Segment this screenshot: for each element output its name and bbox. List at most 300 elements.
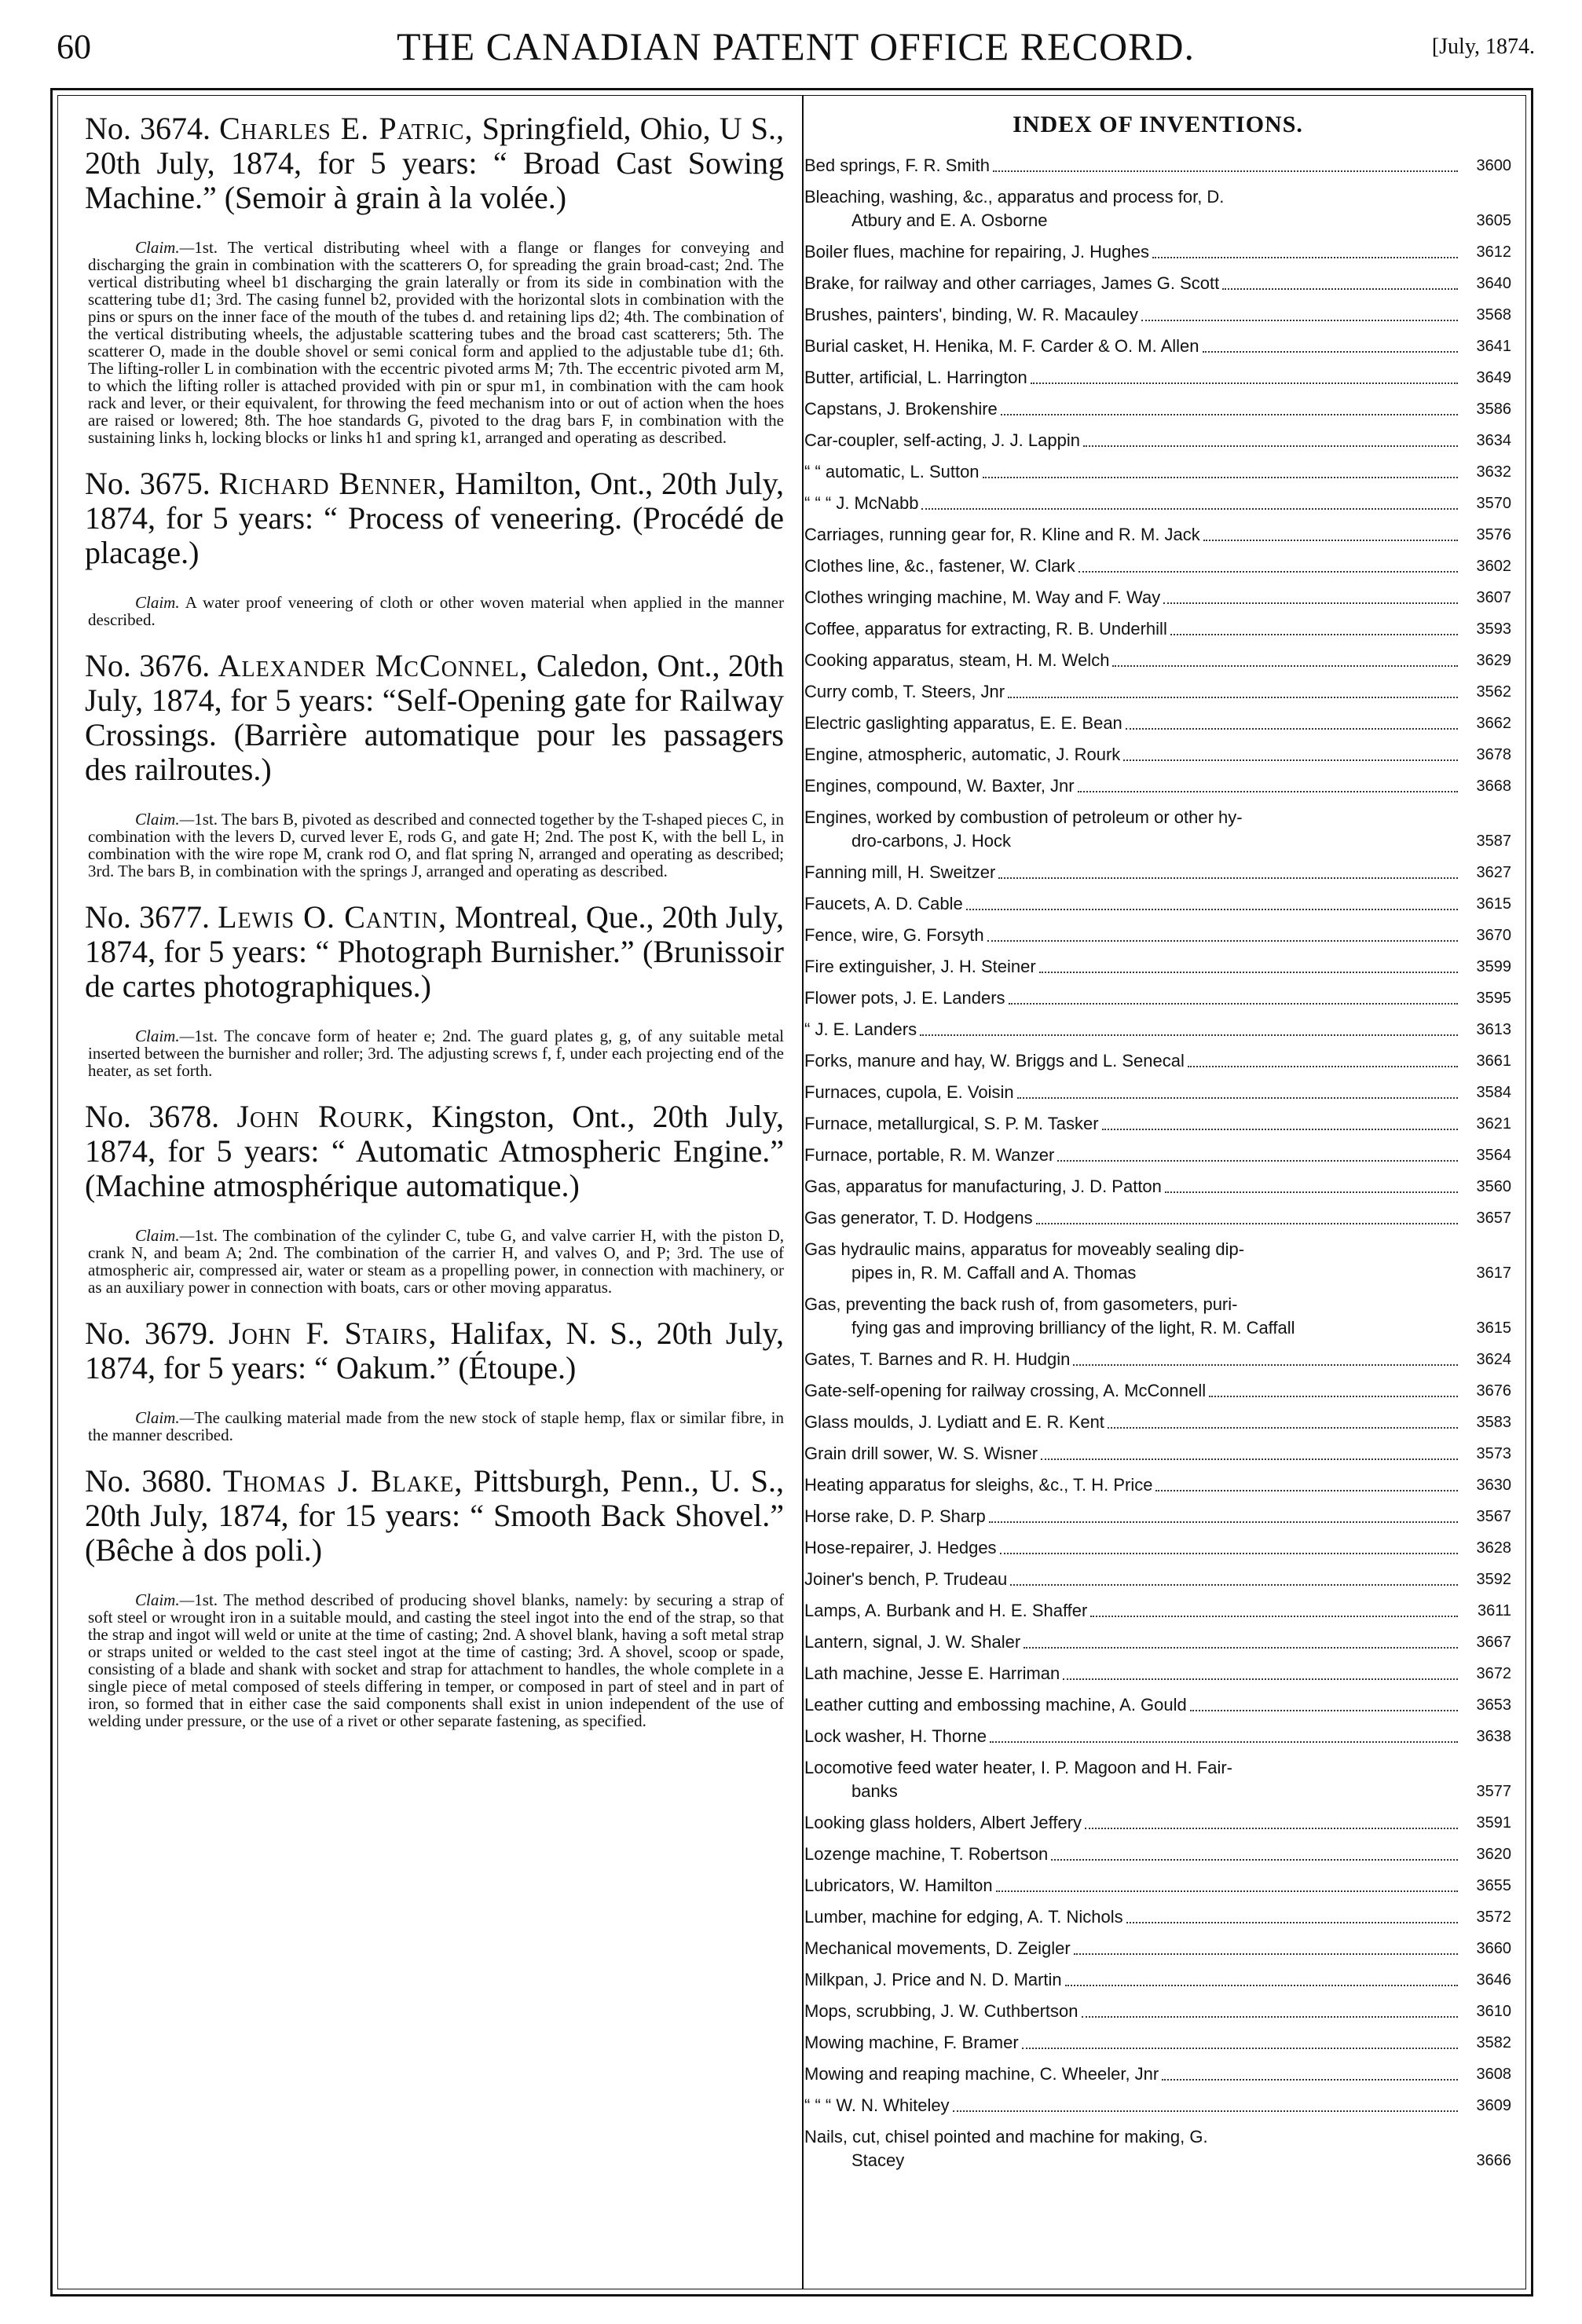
index-entry-text — [804, 1937, 1071, 1960]
claim-text: 1st. The vertical distributing wheel with a flange or flanges for conveying and discharging the grain in combination with the scatterers O, for spreading the grain broad-cast; 2nd. The vertical distributing wheel b1 discharging the grain laterally or from its side in combination with the scattering tube d1; 3rd. The casing funnel b2, provided with the horizontal slots in combination with the pins or spurs on the inner face of the mouth of the tubes d. and retaining lips d2; 4th. The combination of the vertical distributing wheels, the adjustable scattering tubes and the broad cast scatterers; 5th. The scatterer O, made in the double shovel or semi conical form and applied to the adjustable tube d1; 6th. The lifting-roller L in combination with the eccentric pivoted arms M; 7th. The eccentric pivoted arm M, to which the lifting roller is attached provided with pin or spur m1, in combination with the cam hook rack and lever, or their equivalent, for throwing the feed mechanism into or out of action when the hoes are raised or lowered; 8th. The hoe standards G, pivoted to the drag bars F, in combination with the sustaining links h, locking blocks or links h1 and spring k1, arranged and operating as described. — [88, 238, 784, 447]
index-entry-title: Mops, scrubbing, J. W. Cuthbertson — [804, 2001, 1078, 2021]
index-entry-text — [804, 1379, 1206, 1403]
index-entry-title: Mowing machine, F. Bramer — [804, 2033, 1019, 2052]
index-entry — [804, 712, 1511, 735]
index-entry — [804, 1238, 1511, 1285]
index-entry — [804, 397, 1511, 421]
dot-leader — [921, 508, 1458, 510]
index-entry — [804, 986, 1511, 1010]
dot-leader — [1078, 791, 1458, 792]
index-entry-title: Grain drill sower, W. S. Wisner — [804, 1444, 1038, 1463]
dot-leader — [987, 940, 1458, 942]
patent-reference-number: 3582 — [1476, 2034, 1511, 2051]
index-entry — [804, 1756, 1511, 1803]
claim-label: Claim. — [135, 593, 180, 612]
index-entry — [804, 1411, 1511, 1434]
index-entry-text — [804, 1968, 1062, 1992]
index-entry-text — [804, 185, 1461, 232]
patent-number: No. 3677. — [85, 899, 211, 935]
index-entry-title: Flower pots, J. E. Landers — [804, 988, 1005, 1008]
index-entry-text — [804, 1630, 1020, 1654]
dot-leader — [993, 170, 1458, 172]
index-entry-continuation: banks — [851, 1781, 898, 1801]
patent-reference-number: 3649 — [1476, 369, 1511, 386]
index-entry-title: Looking glass holders, Albert Jeffery — [804, 1813, 1082, 1832]
index-entry — [804, 1968, 1511, 1992]
patent-details: Springfield, Ohio, U S., 20th July, 1874, for 5 years: “ Broad Cast Sowing Machine.” (Semoir à grain à la volée.) — [85, 112, 784, 215]
patent-details: Hamilton, Ont., 20th July, 1874, for 5 years: “ Process of veneering. (Procédé de placage.) — [85, 466, 784, 570]
index-entry-text — [804, 1693, 1187, 1717]
index-entry-text — [804, 1293, 1461, 1340]
index-entry-title: Locomotive feed water heater, I. P. Magoon and H. Fair- — [804, 1758, 1233, 1777]
index-entry — [804, 272, 1511, 295]
index-entry — [804, 1175, 1511, 1199]
patent-reference-number: 3599 — [1476, 958, 1511, 975]
index-entry-title: Gas generator, T. D. Hodgens — [804, 1208, 1033, 1228]
patent-reference-number: 3593 — [1476, 620, 1511, 638]
index-entry — [804, 523, 1511, 547]
index-entry-text — [804, 1756, 1461, 1803]
index-entry — [804, 1843, 1511, 1866]
patent-reference-number: 3660 — [1476, 1940, 1511, 1957]
index-entry-title: Fire extinguisher, J. H. Steiner — [804, 957, 1036, 976]
dot-leader — [1162, 2079, 1458, 2081]
dot-leader — [983, 477, 1458, 478]
index-entry-title: “ J. E. Landers — [804, 1019, 917, 1039]
dot-leader — [1009, 1003, 1458, 1005]
index-entry-title: Butter, artificial, L. Harrington — [804, 368, 1027, 387]
index-entry — [804, 586, 1511, 609]
index-entry-text — [804, 986, 1005, 1010]
index-entry-title: Gate-self-opening for railway crossing, A. McConnell — [804, 1381, 1207, 1400]
patent-reference-number: 3600 — [1476, 157, 1511, 174]
patent-details: Kingston, Ont., 20th July, 1874, for 5 years: “ Automatic Atmospheric Engine.” (Machine atmosphérique automatique.) — [85, 1099, 784, 1203]
index-entry — [804, 2000, 1511, 2023]
index-entry-title: Clothes line, &c., fastener, W. Clark — [804, 556, 1075, 576]
patentee-name: John Rourk, — [236, 1099, 414, 1134]
claim-label: Claim.— — [135, 1590, 195, 1609]
patent-claim — [85, 239, 784, 446]
index-entry-title: Fanning mill, H. Sweitzer — [804, 862, 996, 882]
claim-label: Claim.— — [135, 810, 195, 829]
index-entry — [804, 743, 1511, 767]
patent-reference-number: 3567 — [1476, 1508, 1511, 1525]
index-entry — [804, 1536, 1511, 1560]
index-of-inventions — [804, 112, 1511, 2279]
index-entry-title: Curry comb, T. Steers, Jnr — [804, 682, 1005, 701]
patent-reference-number: 3592 — [1476, 1571, 1511, 1588]
index-entry — [804, 617, 1511, 641]
patent-entry — [85, 467, 784, 628]
dot-leader — [1085, 1828, 1458, 1829]
index-entry-title: Bed springs, F. R. Smith — [804, 156, 990, 175]
index-entry-text — [804, 1662, 1060, 1685]
column-divider — [802, 95, 804, 2289]
dot-leader — [1008, 697, 1458, 698]
index-entry-text — [804, 1081, 1014, 1104]
index-entry — [804, 1206, 1511, 1230]
patent-heading — [85, 1316, 784, 1385]
index-entry-text — [804, 924, 984, 947]
index-entry-title: Capstans, J. Brokenshire — [804, 399, 998, 419]
index-entry — [804, 892, 1511, 916]
patent-reference-number: 3610 — [1476, 2003, 1511, 2020]
dot-leader — [1057, 1160, 1458, 1162]
patent-reference-number: 3577 — [1476, 1783, 1511, 1800]
index-entry — [804, 1905, 1511, 1929]
patent-reference-number: 3629 — [1476, 652, 1511, 669]
dot-leader — [1188, 1066, 1458, 1067]
patent-reference-number: 3605 — [1476, 212, 1511, 229]
index-entry-text — [804, 1144, 1054, 1167]
patent-reference-number: 3584 — [1476, 1084, 1511, 1101]
index-entry-title: Nails, cut, chisel pointed and machine for making, G. — [804, 2127, 1208, 2146]
patent-details: Montreal, Que., 20th July, 1874, for 5 years: “ Photograph Burnisher.” (Brunissoir de cartes photographiques.) — [85, 899, 784, 1004]
index-entry — [804, 806, 1511, 853]
patent-number: No. 3676. — [85, 648, 211, 683]
dot-leader — [1065, 1985, 1458, 1986]
index-entry-title: Hose-repairer, J. Hedges — [804, 1538, 997, 1557]
index-entry — [804, 1505, 1511, 1528]
patent-reference-number: 3591 — [1476, 1814, 1511, 1832]
index-entry-title: Joiner's bench, P. Trudeau — [804, 1569, 1008, 1589]
patent-entry — [85, 1464, 784, 1729]
dot-leader — [1083, 445, 1458, 447]
index-entry-title: Gas hydraulic mains, apparatus for moveably sealing dip- — [804, 1239, 1245, 1259]
patent-reference-number: 3608 — [1476, 2066, 1511, 2083]
index-entry-text — [804, 743, 1120, 767]
dot-leader — [953, 2110, 1458, 2112]
index-entry — [804, 492, 1511, 515]
index-entry-title: Mechanical movements, D. Zeigler — [804, 1938, 1071, 1958]
dot-leader — [1112, 665, 1458, 667]
index-entry — [804, 2062, 1511, 2086]
index-entry — [804, 774, 1511, 798]
patent-reference-number: 3627 — [1476, 864, 1511, 881]
dot-leader — [1123, 759, 1458, 761]
patent-reference-number: 3634 — [1476, 432, 1511, 449]
index-entry-text — [804, 1473, 1152, 1497]
claim-text: 1st. The method described of producing shovel blanks, namely: by securing a strap of soft steel or wrought iron in a suitable mould, and casting the steel ingot into the end of the strap, so that the strap and ingot will weld or unite at the time of casting; 2nd. A shovel blank, having a soft metal strap or straps united or welded to the cast steel ingot at the time of casting; 3rd. A shovel, scoop or spade, consisting of a blade and shank with socket and strap for attachment to handles, the whole complete in a single piece of metal composed of steels differing in temper, or composed in part of steel and in part of iron, so formed that in either case the said components shall exist in union independent of the use of welding under pressure, or the use of a rivet or other separate fastening, as specified. — [88, 1590, 784, 1730]
index-entry-text — [804, 1874, 993, 1898]
dot-leader — [1001, 414, 1458, 415]
dot-leader — [1190, 1710, 1458, 1711]
index-entry-text — [804, 1811, 1082, 1835]
index-entry-title: Gas, preventing the back rush of, from gasometers, puri- — [804, 1294, 1238, 1314]
patent-reference-number: 3613 — [1476, 1021, 1511, 1038]
patent-reference-number: 3621 — [1476, 1115, 1511, 1133]
index-entry-title: Boiler flues, machine for repairing, J. Hughes — [804, 242, 1149, 262]
index-entry — [804, 1630, 1511, 1654]
index-entry-text — [804, 806, 1461, 853]
index-entry — [804, 924, 1511, 947]
index-entry — [804, 1112, 1511, 1136]
index-entry-title: Engines, worked by combustion of petroleum or other hy- — [804, 807, 1243, 827]
patent-reference-number: 3560 — [1476, 1178, 1511, 1195]
index-entry-text — [804, 2000, 1078, 2023]
index-entry-text — [804, 1411, 1104, 1434]
index-entry — [804, 185, 1511, 232]
dot-leader — [1165, 1191, 1458, 1193]
patent-number: No. 3678. — [85, 1099, 220, 1134]
index-entry — [804, 1568, 1511, 1591]
index-entry — [804, 1662, 1511, 1685]
dot-leader — [1078, 571, 1458, 573]
patentee-name: Lewis O. Cantin, — [218, 899, 447, 935]
index-entry — [804, 335, 1511, 358]
patent-list — [85, 112, 784, 2279]
dot-leader — [989, 1521, 1458, 1523]
index-entry — [804, 460, 1511, 484]
index-entry — [804, 1144, 1511, 1167]
patent-heading — [85, 1464, 784, 1568]
patent-reference-number: 3630 — [1476, 1477, 1511, 1494]
patent-reference-number: 3576 — [1476, 526, 1511, 543]
patent-details: Halifax, N. S., 20th July, 1874, for 5 years: “ Oakum.” (Étoupe.) — [85, 1316, 784, 1385]
patent-number: No. 3675. — [85, 466, 211, 501]
patent-reference-number: 3646 — [1476, 1971, 1511, 1989]
index-entry-text — [804, 460, 980, 484]
index-entry-continuation: fying gas and improving brilliancy of the light, R. M. Caffall — [851, 1318, 1295, 1338]
index-entry — [804, 1442, 1511, 1466]
index-entry-text — [804, 1206, 1033, 1230]
index-entry — [804, 303, 1511, 327]
claim-label: Claim.— — [135, 238, 195, 257]
dot-leader — [1141, 320, 1458, 321]
index-entry — [804, 955, 1511, 979]
index-entry-title: Heating apparatus for sleighs, &c., T. H. Price — [804, 1475, 1153, 1495]
index-entry-title: Carriages, running gear for, R. Kline and R. M. Jack — [804, 525, 1200, 544]
index-entry-text — [804, 774, 1075, 798]
index-entry — [804, 680, 1511, 704]
index-entry-text — [804, 1505, 986, 1528]
patent-reference-number: 3638 — [1476, 1728, 1511, 1745]
index-entry-text — [804, 1238, 1461, 1285]
patent-number: No. 3680. — [85, 1463, 213, 1499]
patent-entry — [85, 1100, 784, 1296]
claim-text: 1st. The combination of the cylinder C, tube G, and valve carrier H, with the piston D, crank N, and beam A; 2nd. The combination of the carrier H, and valves O, and P; 3rd. The use of atmospheric air, compressed air, water or steam as a propelling power, in connection with machinery, or as an auxiliary power in connection with boats, cars or other moving apparatus. — [88, 1226, 784, 1297]
index-entry-title: Clothes wringing machine, M. Way and F. Way — [804, 587, 1161, 607]
index-entry — [804, 1379, 1511, 1403]
dot-leader — [1203, 540, 1458, 541]
patentee-name: Charles E. Patric, — [219, 112, 474, 146]
index-entry-title: Electric gaslighting apparatus, E. E. Bean — [804, 713, 1122, 733]
dot-leader — [1024, 1647, 1458, 1649]
index-entry — [804, 2125, 1511, 2172]
index-entry — [804, 1937, 1511, 1960]
patent-reference-number: 3640 — [1476, 275, 1511, 292]
patent-details: Caledon, Ont., 20th July, 1874, for 5 years: “Self-Opening gate for Railway Crossings. (Barrière automatique pour les passagers des railroutes.) — [85, 648, 784, 787]
index-entry — [804, 1049, 1511, 1073]
index-entry-text — [804, 1905, 1123, 1929]
patent-reference-number: 3657 — [1476, 1210, 1511, 1227]
patent-reference-number: 3672 — [1476, 1665, 1511, 1682]
claim-label: Claim.— — [135, 1408, 195, 1427]
dot-leader — [1010, 1584, 1458, 1586]
index-entry-title: Lantern, signal, J. W. Shaler — [804, 1632, 1021, 1652]
index-entry-text — [804, 586, 1160, 609]
index-entry-title: Lock washer, H. Thorne — [804, 1726, 987, 1746]
index-entry-text — [804, 680, 1005, 704]
patent-reference-number: 3620 — [1476, 1846, 1511, 1863]
index-entry-text — [804, 1049, 1185, 1073]
dot-leader — [1126, 1922, 1458, 1923]
patent-reference-number: 3655 — [1476, 1877, 1511, 1894]
dot-leader — [1022, 2048, 1458, 2049]
dot-leader — [966, 909, 1458, 910]
patent-reference-number: 3662 — [1476, 715, 1511, 732]
index-entry — [804, 1018, 1511, 1041]
index-entry — [804, 649, 1511, 672]
dot-leader — [998, 877, 1458, 879]
index-entry-title: Brake, for railway and other carriages, James G. Scott — [804, 273, 1220, 293]
index-entry-title: Furnaces, cupola, E. Voisin — [804, 1082, 1014, 1102]
patent-heading — [85, 900, 784, 1004]
patent-reference-number: 3583 — [1476, 1414, 1511, 1431]
index-title: INDEX OF INVENTIONS. — [1013, 112, 1303, 137]
index-entry-title: Lumber, machine for edging, A. T. Nichols — [804, 1907, 1123, 1927]
patent-number: No. 3679. — [85, 1316, 215, 1351]
patent-heading — [85, 112, 784, 215]
patent-reference-number: 3587 — [1476, 833, 1511, 850]
index-entry-text — [804, 892, 963, 916]
index-entry-text — [804, 649, 1109, 672]
index-entry-title: Horse rake, D. P. Sharp — [804, 1506, 986, 1526]
dot-leader — [1074, 1953, 1458, 1955]
index-entry-text — [804, 492, 918, 515]
index-entry — [804, 1081, 1511, 1104]
dot-leader — [1209, 1396, 1458, 1397]
index-entry-title: Fence, wire, G. Forsyth — [804, 925, 984, 945]
index-entry — [804, 240, 1511, 264]
dot-leader — [1036, 1223, 1458, 1224]
index-entry-text — [804, 861, 995, 884]
index-entry-text — [804, 1348, 1070, 1371]
patent-reference-number: 3670 — [1476, 927, 1511, 944]
index-entry — [804, 1473, 1511, 1497]
index-entry — [804, 1874, 1511, 1898]
index-entry-text — [804, 1725, 987, 1748]
index-entry-text — [804, 154, 990, 178]
index-entry-text — [804, 397, 998, 421]
patent-reference-number: 3624 — [1476, 1351, 1511, 1368]
patent-reference-number: 3632 — [1476, 463, 1511, 481]
index-entry-title: Furnace, metallurgical, S. P. M. Tasker — [804, 1114, 1099, 1133]
index-entry-continuation: Stacey — [851, 2150, 905, 2170]
page-header — [57, 24, 1535, 79]
index-entry-text — [804, 1442, 1038, 1466]
patent-heading — [85, 467, 784, 570]
patent-reference-number: 3586 — [1476, 401, 1511, 418]
patent-reference-number: 3602 — [1476, 558, 1511, 575]
index-entry-text — [804, 1599, 1087, 1623]
patent-reference-number: 3572 — [1476, 1909, 1511, 1926]
index-entry-title: Burial casket, H. Henika, M. F. Carder & O. M. Allen — [804, 336, 1199, 356]
patent-reference-number: 3570 — [1476, 495, 1511, 512]
index-entry-text — [804, 2031, 1019, 2055]
dot-leader — [1082, 2016, 1459, 2018]
index-entry — [804, 2031, 1511, 2055]
index-entry-title: Glass moulds, J. Lydiatt and E. R. Kent — [804, 1412, 1104, 1432]
patent-reference-number: 3668 — [1476, 778, 1511, 795]
patent-claim — [85, 594, 784, 628]
patent-reference-number: 3628 — [1476, 1539, 1511, 1557]
patent-reference-number: 3611 — [1477, 1602, 1511, 1619]
index-entry-title: Lamps, A. Burbank and H. E. Shaffer — [804, 1601, 1088, 1620]
claim-text: The caulking material made from the new stock of staple hemp, flax or similar fibre, in the manner described. — [88, 1408, 784, 1444]
patent-reference-number: 3612 — [1476, 243, 1511, 261]
index-entry-text — [804, 1112, 1099, 1136]
index-entry-title: “ “ automatic, L. Sutton — [804, 462, 980, 481]
patent-reference-number: 3615 — [1476, 1319, 1511, 1337]
patent-number: No. 3674. — [85, 112, 211, 146]
claim-label: Claim.— — [135, 1226, 195, 1245]
patent-heading — [85, 649, 784, 787]
claim-text: 1st. The bars B, pivoted as described and connected together by the T-shaped pieces C, in combination with the levers D, curved lever E, rods G, and gate H; 2nd. The post K, with the bell L, in combination with the wire rope M, crank rod O, and flat spring N, arranged and operating as described; 3rd. The bars B, in combination with the springs J, arranged and operating as described. — [88, 810, 784, 880]
index-entry-title: Coffee, apparatus for extracting, R. B. Underhill — [804, 619, 1167, 639]
patent-reference-number: 3568 — [1476, 306, 1511, 324]
index-entry-text — [804, 1536, 997, 1560]
index-entry-text — [804, 429, 1080, 452]
index-entry-title: Forks, manure and hay, W. Briggs and L. Senecal — [804, 1051, 1185, 1071]
index-entry — [804, 1693, 1511, 1717]
dot-leader — [1203, 351, 1459, 353]
patent-reference-number: 3609 — [1476, 2097, 1511, 2114]
dot-leader — [1031, 382, 1458, 384]
index-entry-title: Mowing and reaping machine, C. Wheeler, Jnr — [804, 2064, 1159, 2084]
index-entry-text — [804, 1568, 1007, 1591]
index-entry-title: “ “ “ W. N. Whiteley — [804, 2095, 950, 2115]
index-entry-title: Cooking apparatus, steam, H. M. Welch — [804, 650, 1110, 670]
index-entry-title: Brushes, painters', binding, W. R. Macauley — [804, 305, 1138, 324]
dot-leader — [1155, 1490, 1458, 1491]
dot-leader — [1108, 1427, 1458, 1429]
patentee-name: Richard Benner, — [218, 466, 447, 501]
index-entry-title: Lozenge machine, T. Robertson — [804, 1844, 1049, 1864]
patent-reference-number: 3666 — [1476, 2152, 1511, 2169]
dot-leader — [1102, 1129, 1458, 1130]
patent-entry — [85, 649, 784, 880]
publication-title: THE CANADIAN PATENT OFFICE RECORD. — [396, 24, 1196, 68]
index-entry-text — [804, 2094, 950, 2117]
patent-claim — [85, 1409, 784, 1444]
index-entry-title: Gas, apparatus for manufacturing, J. D. Patton — [804, 1177, 1162, 1196]
index-entry-title: Furnace, portable, R. M. Wanzer — [804, 1145, 1055, 1165]
index-entry-text — [804, 1175, 1162, 1199]
claim-text: 1st. The concave form of heater e; 2nd. The guard plates g, g, of any suitable metal inserted between the burnisher and roller; 3rd. The adjusting screws f, f, under each projecting end of the heater, as set forth. — [88, 1027, 784, 1080]
index-entry-title: Milkpan, J. Price and N. D. Martin — [804, 1970, 1062, 1989]
issue-date: [July, 1874. — [1431, 35, 1535, 59]
patent-entry — [85, 900, 784, 1079]
patent-heading — [85, 1100, 784, 1203]
index-entry-text — [804, 303, 1138, 327]
index-entry-title: Bleaching, washing, &c., apparatus and process for, D. — [804, 187, 1225, 207]
index-entry-continuation: dro-carbons, J. Hock — [851, 831, 1011, 851]
patent-entry — [85, 1316, 784, 1444]
patent-reference-number: 3678 — [1476, 746, 1511, 763]
dot-leader — [1073, 1364, 1458, 1366]
patent-reference-number: 3617 — [1476, 1264, 1511, 1282]
index-entry-text — [804, 335, 1199, 358]
dot-leader — [1222, 288, 1458, 290]
index-entry-continuation: pipes in, R. M. Caffall and A. Thomas — [851, 1263, 1137, 1283]
patent-claim — [85, 811, 784, 880]
index-entry-continuation: Atbury and E. A. Osborne — [851, 210, 1048, 230]
index-entry — [804, 1293, 1511, 1340]
index-entry-title: Engines, compound, W. Baxter, Jnr — [804, 776, 1075, 796]
dot-leader — [1017, 1097, 1458, 1099]
dot-leader — [1170, 634, 1458, 635]
